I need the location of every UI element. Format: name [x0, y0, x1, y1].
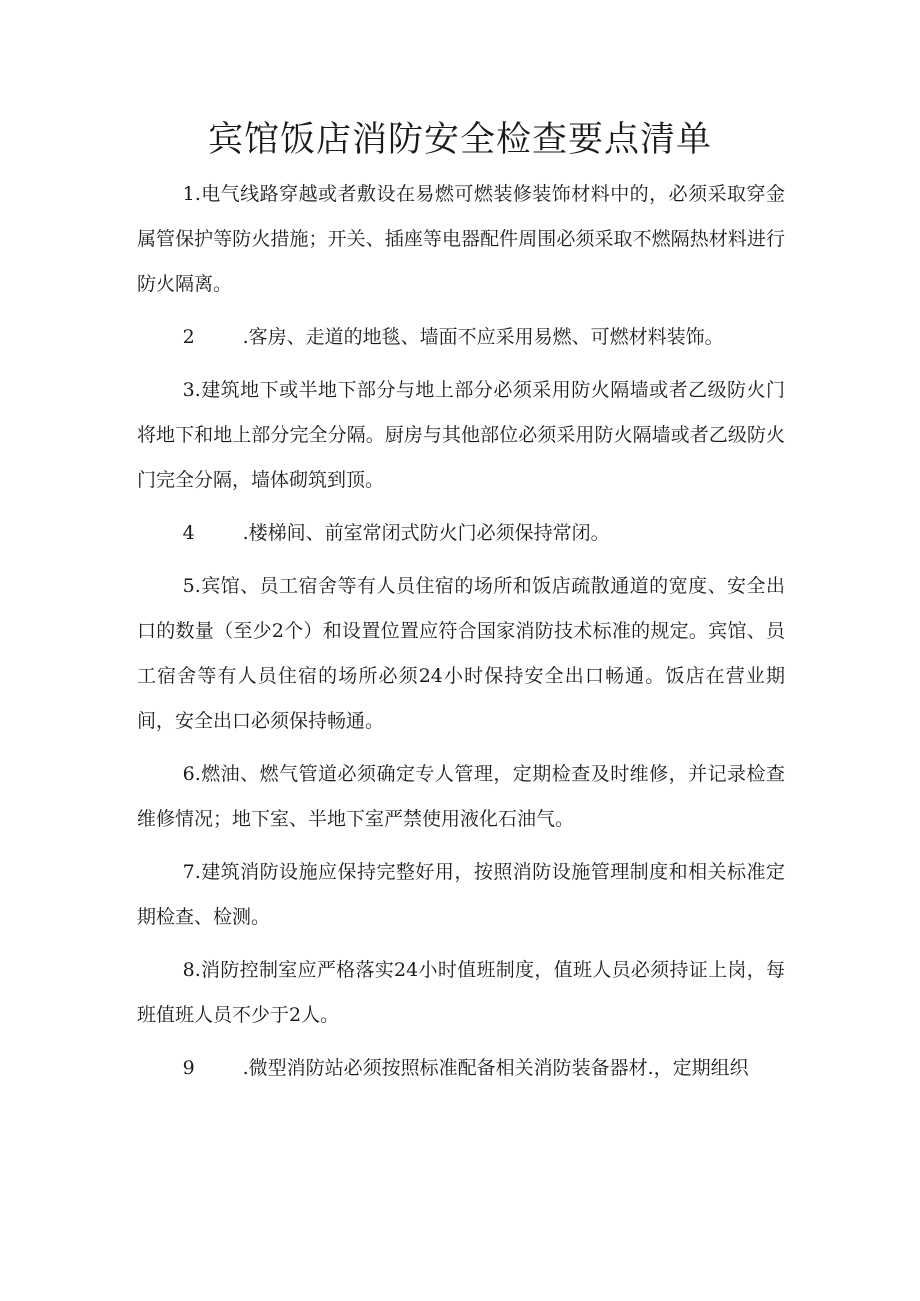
item-number: 9: [182, 1057, 195, 1079]
item-text: .楼梯间、前室常闭式防火门必须保持常闭。: [242, 522, 610, 544]
item-number: 1: [182, 183, 195, 205]
checklist-item-2: [137, 315, 785, 360]
item-number: 7: [182, 861, 195, 883]
item-number: 8: [182, 959, 195, 981]
document-title: 宾馆饭店消防安全检查要点清单: [207, 120, 712, 160]
item-text: .电气线路穿越或者敷设在易燃可燃装修装饰材料中的，必须采取穿金属管保护等防火措施；开关、插座等电器配件周围必须采取不燃隔热材料进行防火隔离。: [137, 183, 785, 295]
item-text: .消防控制室应严格落实24小时值班制度，值班人员必须持证上岗，每班值班人员不少于2人。: [137, 959, 785, 1026]
item-number: 2: [182, 326, 195, 348]
item-number: 5: [182, 575, 195, 597]
item-text: .微型消防站必须按照标准配备相关消防装备器材.，定期组织: [242, 1057, 749, 1079]
checklist-item-4: [137, 511, 785, 556]
item-text: .建筑地下或半地下部分与地上部分必须采用防火隔墙或者乙级防火门将地下和地上部分完全分隔。厨房与其他部位必须采用防火隔墙或者乙级防火门完全分隔，墙体砌筑到顶。: [137, 379, 785, 491]
checklist-item-9: [137, 1046, 785, 1091]
checklist-item-5: [137, 564, 785, 744]
checklist-item-1: [137, 172, 785, 307]
item-number: 6: [182, 763, 195, 785]
item-text: .客房、走道的地毯、墙面不应采用易燃、可燃材料装饰。: [242, 326, 724, 348]
item-text: .燃油、燃气管道必须确定专人管理，定期检查及时维修，并记录检查维修情况；地下室、半地下室严禁使用液化石油气。: [137, 763, 785, 830]
item-text: .宾馆、员工宿舍等有人员住宿的场所和饭店疏散通道的宽度、安全出口的数量（至少2个）和设置位置应符合国家消防技术标准的规定。宾馆、员工宿舍等有人员住宿的场所必须24小时保持安全出口畅通。饭店在营业期间，安全出口必须保持畅通。: [137, 575, 785, 732]
checklist-item-6: [137, 752, 785, 842]
item-text: .建筑消防设施应保持完整好用，按照消防设施管理制度和相关标准定期检查、检测。: [137, 861, 785, 928]
checklist-item-7: [137, 850, 785, 940]
item-number: 3: [182, 379, 195, 401]
checklist-item-3: [137, 368, 785, 503]
checklist-item-8: [137, 948, 785, 1038]
item-number: 4: [182, 522, 195, 544]
document-body: [137, 172, 785, 1099]
